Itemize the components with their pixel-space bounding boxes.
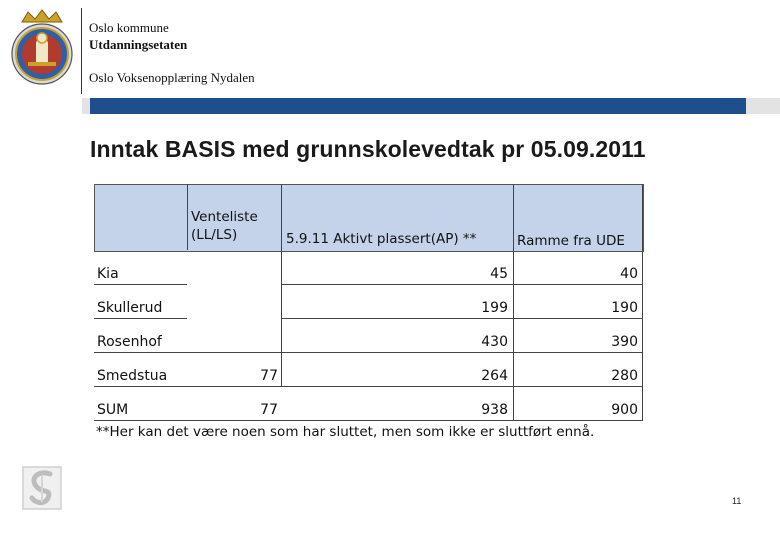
sum-label: SUM: [97, 402, 129, 418]
table-bottom-border: [94, 420, 643, 421]
header-venteliste: Venteliste: [191, 209, 258, 225]
header-aktivt-plassert: 5.9.11 Aktivt plassert(AP) **: [286, 231, 477, 247]
row-name: Rosenhof: [97, 334, 162, 350]
row-divider: [94, 352, 643, 353]
col-divider: [281, 184, 282, 387]
row-divider: [281, 318, 643, 319]
sum-plassert: 938: [481, 402, 508, 418]
row-divider: [94, 386, 643, 387]
row-plassert: 199: [481, 300, 508, 316]
col-divider: [513, 184, 514, 420]
row-ramme: 280: [611, 368, 638, 384]
intake-table: [94, 184, 644, 422]
col-divider: [187, 184, 188, 250]
col-divider: [642, 184, 643, 420]
org-department: Utdanningsetaten: [89, 37, 188, 52]
school-name: Oslo Voksenopplæring Nydalen: [89, 70, 255, 85]
row-divider: [94, 318, 187, 319]
row-divider: [94, 284, 187, 285]
row-plassert: 430: [481, 334, 508, 350]
row-name: Smedstua: [97, 368, 168, 384]
footnote: **Her kan det være noen som har sluttet, men som ikke er sluttført ennå.: [96, 424, 595, 440]
page-title: Inntak BASIS med grunnskolevedtak pr 05.09.2011: [90, 136, 646, 162]
sum-venteliste: 77: [260, 402, 278, 418]
row-ramme: 390: [611, 334, 638, 350]
row-venteliste: 77: [260, 368, 278, 384]
row-name: Kia: [97, 266, 119, 282]
row-ramme: 40: [620, 266, 638, 282]
row-plassert: 264: [481, 368, 508, 384]
header-ramme: Ramme fra UDE: [517, 233, 625, 249]
page-number: 11: [732, 496, 742, 506]
sum-ramme: 900: [611, 402, 638, 418]
header-venteliste-sub: (LL/LS): [191, 227, 238, 243]
oslo-coat-of-arms-logo: [8, 8, 76, 86]
org-name: Oslo kommune: [89, 20, 169, 35]
row-name: Skullerud: [97, 300, 163, 316]
row-plassert: 45: [490, 266, 508, 282]
header-divider: [81, 8, 82, 94]
header-band: [90, 98, 746, 114]
row-ramme: 190: [611, 300, 638, 316]
row-divider: [281, 284, 643, 285]
oslo-emblem-icon: [22, 466, 62, 510]
